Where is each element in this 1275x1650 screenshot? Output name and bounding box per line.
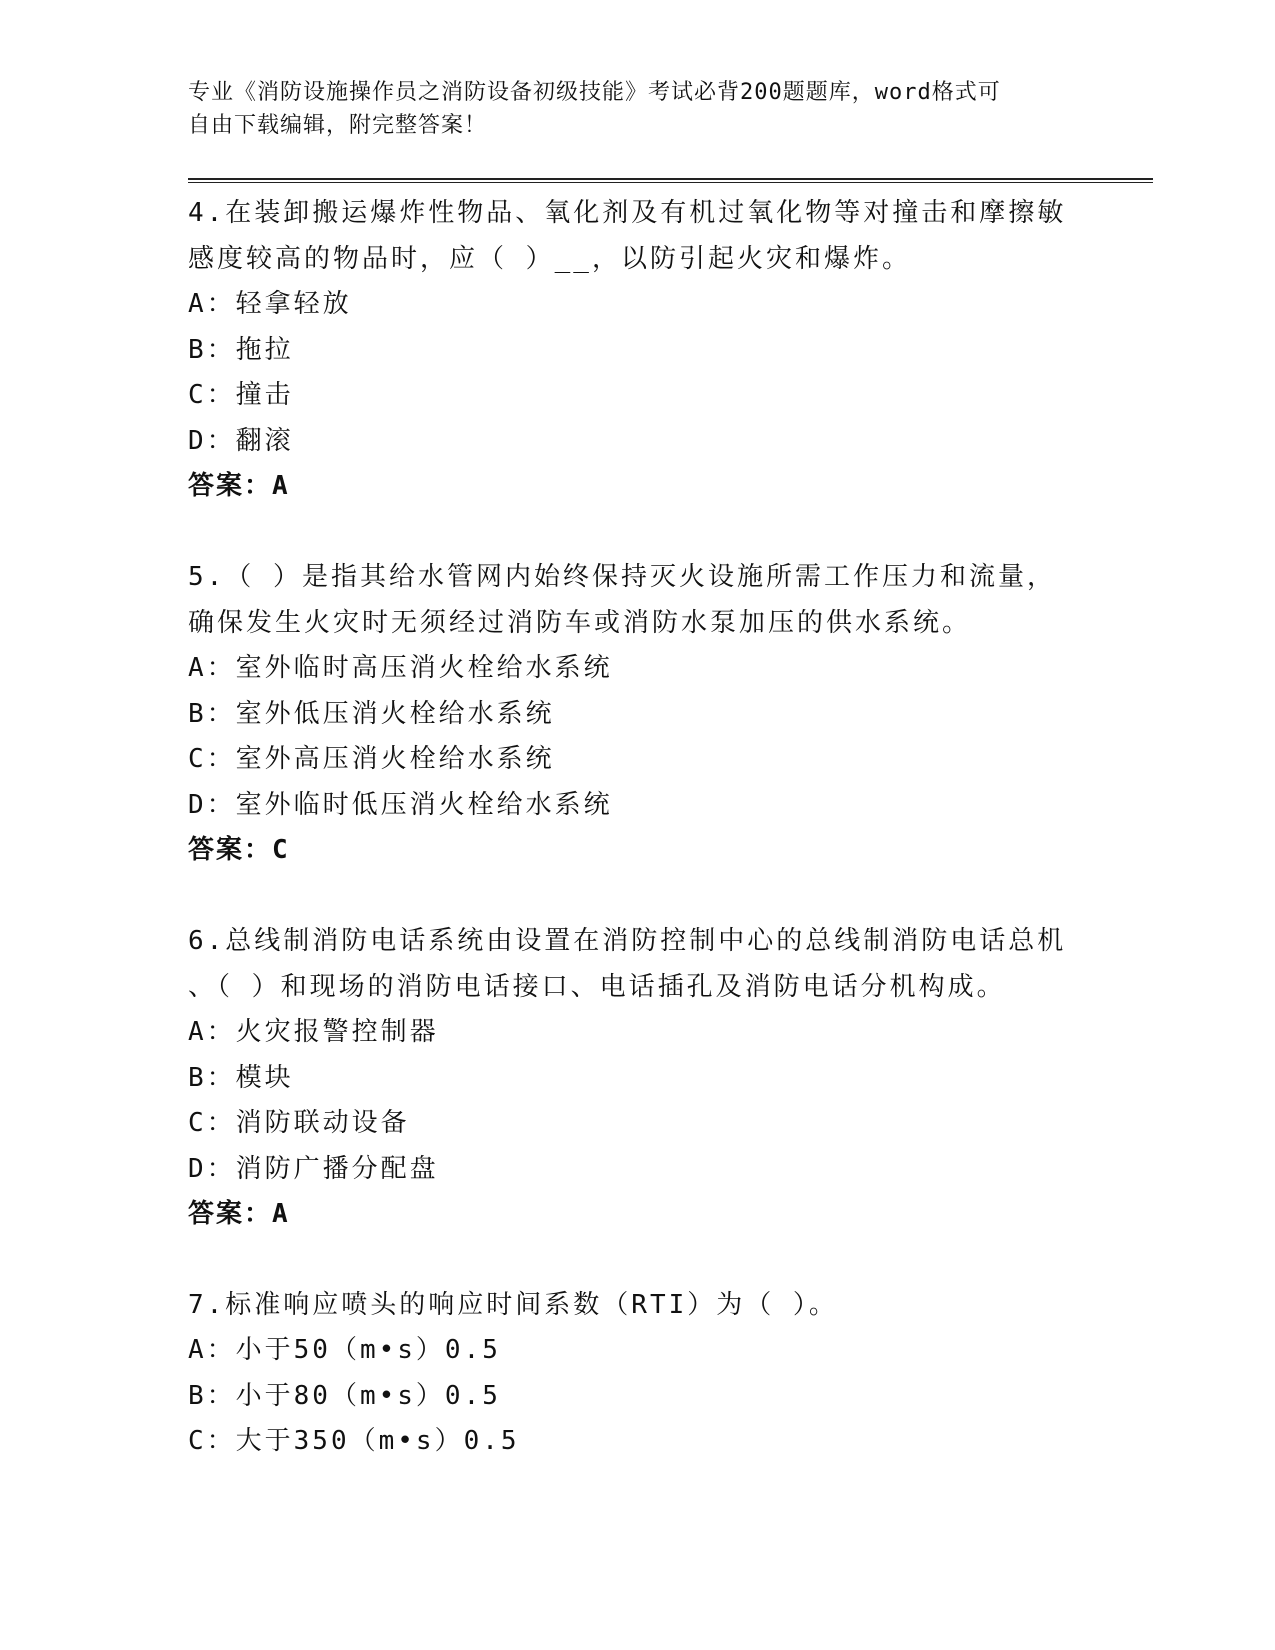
option-b: B：拖拉	[188, 334, 294, 365]
option-b: B：小于80（m•s）0.5	[188, 1380, 501, 1411]
answer: 答案：C	[188, 835, 290, 865]
question-list	[188, 190, 1088, 1510]
question-stem: 确保发生火灾时无须经过消防车或消防水泵加压的供水系统。	[188, 608, 972, 638]
option-b: B：模块	[188, 1062, 294, 1093]
question-7	[188, 1282, 1088, 1465]
question-6	[188, 918, 1088, 1237]
question-stem: 7.标准响应喷头的响应时间系数（RTI）为（ ）。	[188, 1290, 838, 1320]
option-c: C：大于350（m•s）0.5	[188, 1426, 520, 1456]
option-d: D：消防广播分配盘	[188, 1153, 439, 1184]
document-header	[188, 76, 1068, 142]
question-5	[188, 554, 1088, 873]
option-c: C：室外高压消火栓给水系统	[188, 744, 555, 774]
option-b: B：室外低压消火栓给水系统	[188, 698, 555, 729]
question-stem: 感度较高的物品时，应（ ）__，以防引起火灾和爆炸。	[188, 244, 911, 274]
header-divider	[188, 178, 1153, 183]
option-a: A：轻拿轻放	[188, 289, 352, 319]
option-c: C：撞击	[188, 380, 294, 410]
question-stem: 、（ ）和现场的消防电话接口、电话插孔及消防电话分机构成。	[188, 972, 1006, 1002]
option-a: A：室外临时高压消火栓给水系统	[188, 653, 613, 683]
answer: 答案：A	[188, 1199, 290, 1229]
question-stem: 4.在装卸搬运爆炸性物品、氧化剂及有机过氧化物等对撞击和摩擦敏	[188, 198, 1067, 228]
answer: 答案：A	[188, 471, 290, 501]
option-c: C：消防联动设备	[188, 1108, 410, 1138]
option-a: A：火灾报警控制器	[188, 1017, 439, 1047]
question-4	[188, 190, 1088, 509]
option-d: D：室外临时低压消火栓给水系统	[188, 789, 613, 820]
question-stem: 5.（ ）是指其给水管网内始终保持灭火设施所需工作压力和流量，	[188, 562, 1056, 592]
question-stem: 6.总线制消防电话系统由设置在消防控制中心的总线制消防电话总机	[188, 926, 1067, 956]
option-a: A：小于50（m•s）0.5	[188, 1335, 501, 1365]
header-title-line-1: 专业《消防设施操作员之消防设备初级技能》考试必背200题题库，word格式可	[188, 80, 1001, 105]
option-d: D：翻滚	[188, 425, 294, 456]
header-title-line-2: 自由下载编辑，附完整答案！	[188, 113, 488, 138]
